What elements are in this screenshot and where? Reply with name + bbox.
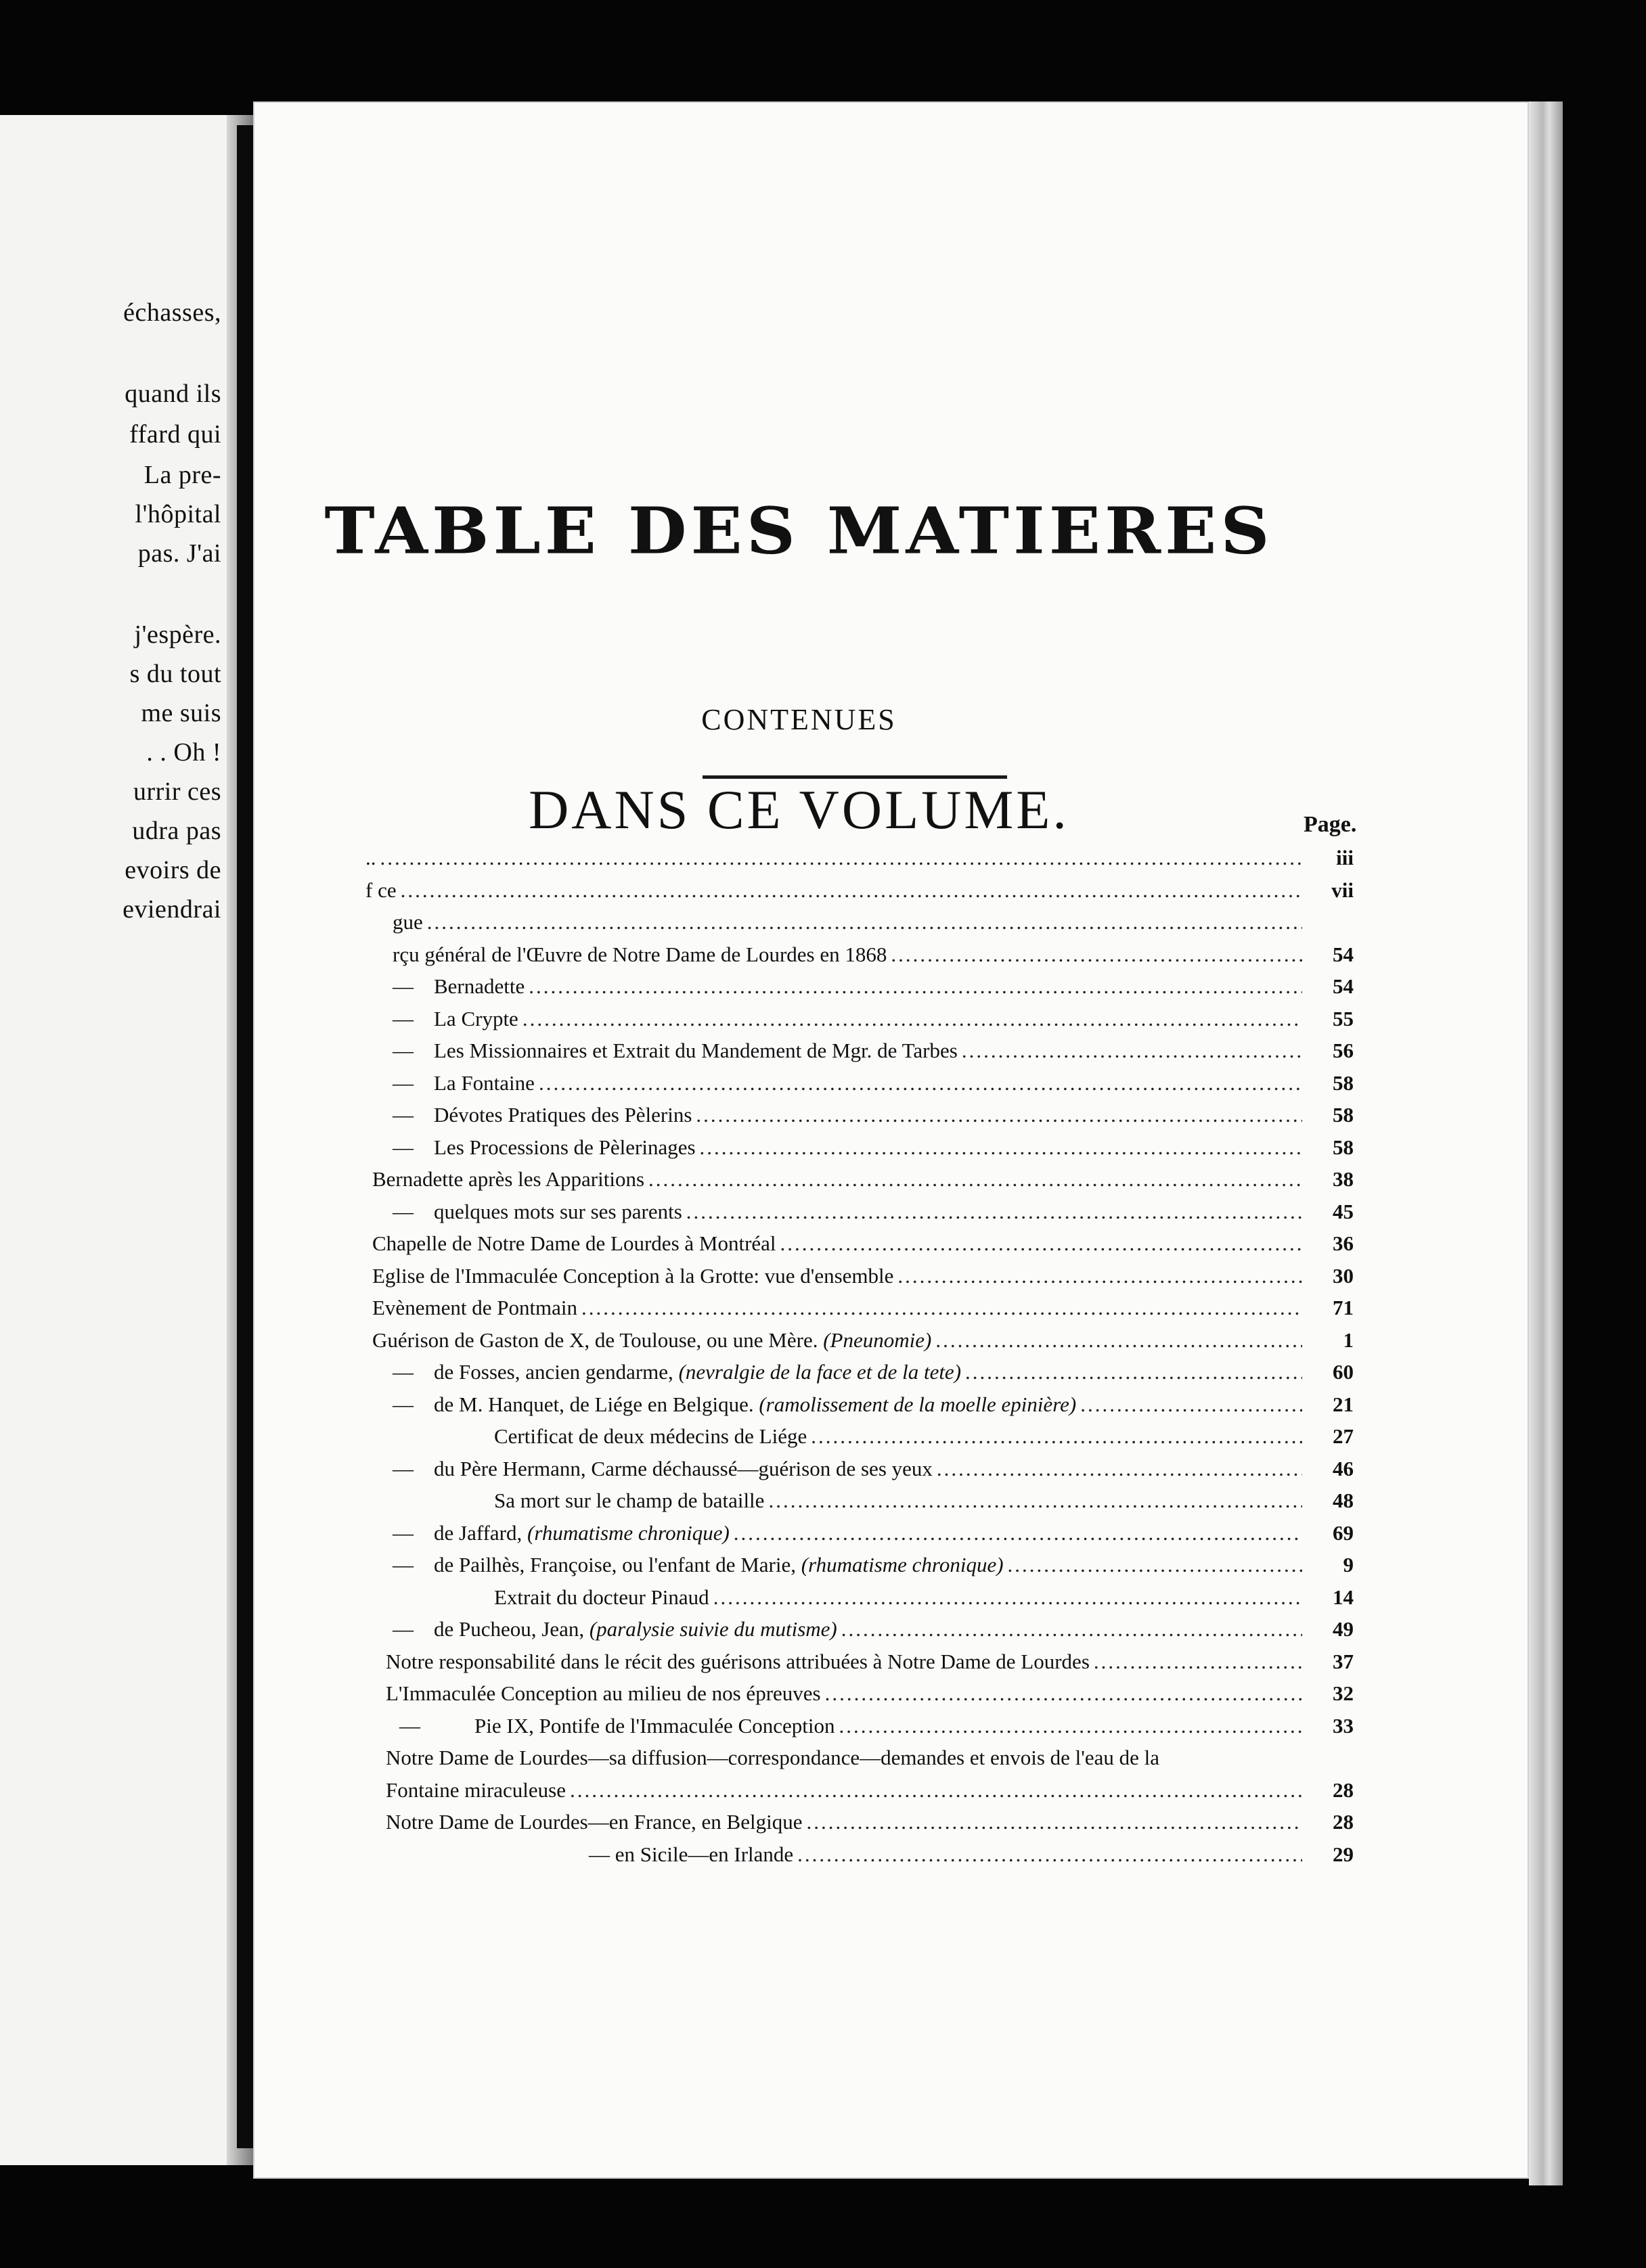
toc-page-number: 37 [1333,1649,1354,1673]
toc-entry-label [386,1778,566,1802]
left-line: . . Oh ! [146,738,221,767]
page-edge [1529,101,1563,2185]
toc-entry [393,974,1354,1004]
toc-entry-text: du Père Hermann, Carme déchaussé—guérison de ses yeux [434,1456,933,1480]
toc-entry-note: (ramolissement de la moelle epinière) [753,1392,1077,1416]
toc-page-number: 58 [1333,1103,1354,1127]
toc-entry [393,1617,1354,1647]
toc-entry [393,1457,1354,1487]
toc-entry [386,1650,1354,1679]
toc-page-number: 21 [1333,1392,1354,1416]
toc-page-number: 60 [1333,1360,1354,1384]
toc-entry-label [372,1296,577,1320]
toc-leader-dots [713,1585,1302,1610]
toc-leader-dots [734,1521,1302,1545]
toc-entry [365,846,1354,876]
toc-entry-label [393,910,423,934]
left-line: j'espère. [134,620,221,649]
toc-entry [393,1392,1354,1422]
toc-leader-dots [935,1328,1302,1353]
toc-entry-dash: — [393,1553,414,1577]
toc-leader-dots [700,1135,1302,1160]
toc-page-number: 48 [1333,1489,1354,1512]
toc-entry [393,943,1354,972]
toc-leader-dots [648,1167,1302,1192]
toc-entry-text: Bernadette [434,974,525,998]
toc-entry-label [494,1585,709,1610]
toc-entry-label [399,1714,835,1738]
toc-entry-dash: — [393,1520,414,1545]
toc-entry-dash: — [393,1456,414,1480]
left-line: me suis [141,699,221,727]
toc-entry [399,1714,1354,1744]
toc-entry-label [393,943,887,967]
toc-entry-label [372,1264,893,1288]
left-line: pas. J'ai [137,539,221,568]
toc-entry-label [393,1039,958,1063]
toc-entry-dash: — [393,1199,414,1223]
toc-entry-text: Fontaine miraculeuse [386,1777,566,1802]
toc-entry-text: gue [393,910,423,934]
toc-entry-label [372,1167,644,1192]
toc-entry [589,1842,1354,1872]
toc-leader-dots [380,846,1303,870]
toc-entry [365,878,1354,908]
toc-leader-dots [686,1200,1302,1224]
toc-leader-dots [962,1039,1302,1063]
toc-page-number: 29 [1333,1842,1354,1866]
toc-entry-label [365,846,376,870]
toc-page-number: 28 [1333,1810,1354,1834]
toc-leader-dots [539,1071,1302,1095]
toc-leader-dots [1008,1553,1302,1577]
toc-entry-label [386,1746,1159,1770]
toc-entry-label [372,1231,776,1256]
left-line: s du tout [129,660,221,688]
page-subtitle: CONTENUES [701,703,897,736]
toc-entry-label [386,1681,821,1706]
toc-entry-label [372,1328,931,1353]
toc-page-number: 56 [1333,1039,1354,1062]
toc-entry [393,1071,1354,1101]
book-spine [237,125,253,2148]
toc-leader-dots [581,1296,1302,1320]
toc-entry [393,1360,1354,1390]
toc-leader-dots [891,943,1302,967]
toc-entry-dash: — [399,1713,420,1738]
toc-entry-dash: — [393,1070,414,1095]
toc-leader-dots [427,910,1302,934]
toc-entry-label [393,1360,961,1384]
left-line: quand ils [125,380,221,408]
toc-entry-label [386,1810,802,1834]
toc-entry-label [393,1200,682,1224]
toc-entry [386,1778,1354,1808]
left-facing-page [0,115,227,2165]
toc-page-number: 28 [1333,1777,1354,1802]
toc-entry-text: Notre responsabilité dans le récit des guérisons attribuées à Notre Dame de Lourdes [386,1649,1090,1673]
volume-heading: DANS CE VOLUME. [529,779,1069,840]
toc-page-number: 49 [1333,1617,1354,1641]
toc-entry-label [589,1842,793,1867]
toc-entry [372,1264,1354,1294]
toc-entry-text: Pie IX, Pontife de l'Immaculée Conception [474,1713,835,1738]
toc-entry [494,1585,1354,1615]
toc-entry-text: Evènement de Pontmain [372,1296,578,1319]
toc-entry-text: Guérison de Gaston de X, de Toulouse, ou une Mère. [372,1328,818,1352]
toc-entry-note: (rhumatisme chronique) [796,1553,1004,1577]
toc-entry-text: de Fosses, ancien gendarme, [434,1360,673,1384]
toc-entry [372,1231,1354,1261]
toc-entry-text: Notre Dame de Lourdes—sa diffusion—correspondance—demandes et envois de l'eau de la [386,1746,1160,1769]
toc-leader-dots [825,1681,1302,1706]
toc-leader-dots [841,1617,1302,1641]
toc-entry-dash: — [393,1006,414,1030]
toc-entry-text: Eglise de l'Immaculée Conception à la Grotte: vue d'ensemble [372,1263,894,1288]
toc-entry-text: L'Immaculée Conception au milieu de nos épreuves [386,1681,821,1705]
toc-entry-dash: — [393,1039,414,1062]
toc-entry-dash: — [393,1135,414,1159]
toc-entry-dash: — [393,1360,414,1384]
toc-page-number: iii [1336,846,1354,869]
toc-entry [393,1039,1354,1068]
toc-page-number: 54 [1333,974,1354,998]
toc-page-number: 36 [1333,1231,1354,1255]
toc-entry-text: de Pailhès, Françoise, ou l'enfant de Marie, [434,1553,797,1577]
toc-page-number: 46 [1333,1456,1354,1480]
toc-entry-dash: — [393,974,414,998]
toc-leader-dots [965,1360,1302,1384]
toc-entry-text: .. [365,846,376,869]
toc-entry-label [386,1650,1090,1674]
left-line: evoirs de [125,856,221,884]
left-line: ffard qui [129,420,221,449]
toc-leader-dots [696,1103,1302,1127]
page-title: TABLE DES MATIERES [324,492,1274,569]
left-line: échasses, [123,298,221,327]
toc-entry [393,1103,1354,1133]
page-column-header: Page. [1304,812,1357,837]
toc-entry [393,1135,1354,1165]
toc-entry [393,910,1354,940]
toc-entry-text: Sa mort sur le champ de bataille [494,1489,765,1512]
left-line: udra pas [132,817,221,845]
toc-entry-label [393,1071,535,1095]
toc-leader-dots [522,1007,1302,1031]
toc-entry-label [494,1424,807,1449]
toc-entry-note: (Pneunomie) [818,1328,932,1352]
toc-entry-text: La Crypte [434,1006,518,1030]
toc-entry [386,1810,1354,1840]
toc-leader-dots [780,1231,1302,1256]
toc-entry-note: (nevralgie de la face et de la tete) [673,1360,962,1384]
toc-entry-text: Certificat de deux médecins de Liége [494,1424,807,1448]
toc-entry-label [393,1553,1004,1577]
toc-entry-text: Dévotes Pratiques des Pèlerins [434,1103,692,1127]
toc-entry [393,1553,1354,1583]
toc-entry-dash: — [393,1617,414,1641]
toc-entry-label [393,1392,1076,1417]
toc-page-number: vii [1331,878,1354,902]
left-line: La pre- [143,461,221,489]
toc-page-number: 33 [1333,1713,1354,1738]
toc-page-number: 30 [1333,1263,1354,1288]
toc-leader-dots [811,1424,1302,1449]
toc-page-number: 71 [1333,1296,1354,1319]
toc-entry-dash: — [393,1392,414,1416]
toc-entry-text: Chapelle de Notre Dame de Lourdes à Montréal [372,1231,776,1255]
toc-entry-label [393,1617,837,1641]
heading-rule [703,775,1007,779]
toc-page-number: 45 [1333,1199,1354,1223]
toc-entry-note: (paralysie suivie du mutisme) [584,1617,837,1641]
toc-entry-label [393,1457,933,1481]
toc-leader-dots [897,1264,1302,1288]
left-line: eviendrai [123,895,221,924]
toc-entry-text: de Jaffard, [434,1520,522,1545]
toc-page-number: 1 [1343,1328,1354,1352]
left-line: urrir ces [133,777,221,806]
toc-page-number: 58 [1333,1135,1354,1159]
toc-page-number: 32 [1333,1681,1354,1705]
toc-entry-text: Les Missionnaires et Extrait du Mandement de Mgr. de Tarbes [434,1039,958,1062]
toc-entry-text: Les Processions de Pèlerinages [434,1135,696,1159]
toc-entry-text: rçu général de l'Œuvre de Notre Dame de Lourdes en 1868 [393,942,887,966]
toc-entry-label [393,974,525,999]
toc-page-number: 69 [1333,1520,1354,1545]
toc-entry [494,1424,1354,1454]
toc-entry [372,1328,1354,1358]
toc-leader-dots [570,1778,1302,1802]
toc-page-number: 14 [1333,1585,1354,1609]
toc-entry-label [365,878,397,903]
toc-entry-text: quelques mots sur ses parents [434,1199,682,1223]
toc-leader-dots [839,1714,1302,1738]
toc-entry-dash: — [393,1103,414,1127]
toc-leader-dots [401,878,1302,903]
toc-entry-text: Notre Dame de Lourdes—en France, en Belgique [386,1810,803,1834]
toc-entry-text: La Fontaine [434,1070,535,1095]
toc-leader-dots [806,1810,1302,1834]
toc-entry [372,1296,1354,1325]
toc-entry [494,1489,1354,1518]
toc-entry-text: Bernadette après les Apparitions [372,1167,645,1191]
toc-entry [393,1200,1354,1229]
toc-page-number: 55 [1333,1006,1354,1030]
toc-leader-dots [529,974,1302,999]
toc-entry-label [393,1521,730,1545]
toc-entry [393,1007,1354,1037]
toc-entry-label [393,1007,518,1031]
toc-entry [372,1167,1354,1197]
toc-entry-label [494,1489,764,1513]
toc-entry-text: f ce [365,878,397,902]
toc-page-number: 9 [1343,1553,1354,1577]
toc-entry-text: Extrait du docteur Pinaud [494,1585,709,1609]
toc-leader-dots [937,1457,1302,1481]
toc-page-number: 38 [1333,1167,1354,1191]
toc-entry-text: de Pucheou, Jean, [434,1617,585,1641]
toc-entry [386,1746,1354,1775]
toc-leader-dots [1094,1650,1302,1674]
left-line: l'hôpital [135,500,221,528]
toc-page-number: 27 [1333,1424,1354,1448]
toc-entry [393,1521,1354,1551]
toc-page-number: 54 [1333,942,1354,966]
toc-entry-text: de M. Hanquet, de Liége en Belgique. [434,1392,754,1416]
toc-entry-label [393,1135,696,1160]
toc-entry-label [393,1103,692,1127]
toc-page-number: 58 [1333,1070,1354,1095]
toc-entry-note: (rhumatisme chronique) [522,1520,730,1545]
toc-entry [386,1681,1354,1711]
toc-leader-dots [1080,1392,1302,1417]
toc-leader-dots [797,1842,1302,1867]
toc-entry-text: — en Sicile—en Irlande [589,1842,794,1866]
toc-leader-dots [768,1489,1302,1513]
